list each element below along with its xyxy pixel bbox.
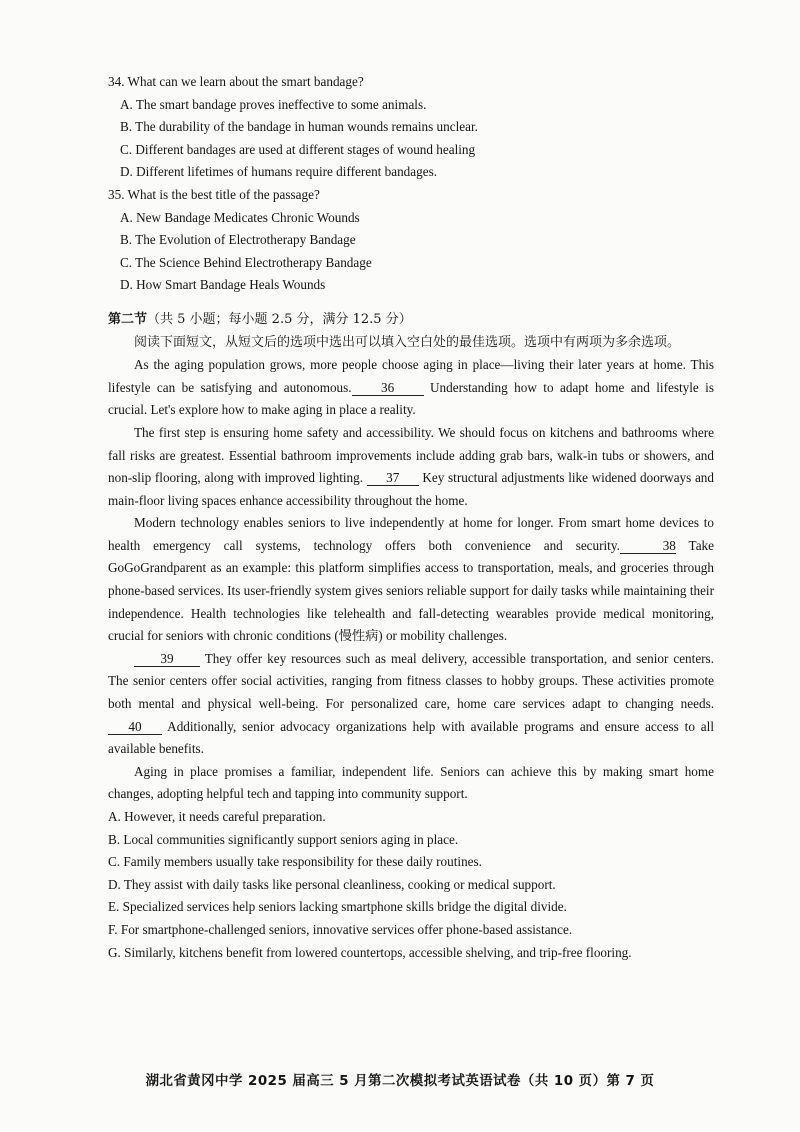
choice-f: F. For smartphone-challenged seniors, innovative services offer phone-based assistance.: [108, 921, 573, 937]
choice-c: C. Family members usually take responsibility for these daily routines.: [108, 854, 482, 870]
passage-p1-text-b: Understanding how to adapt home and lifestyle is crucial. Let's explore how to make aging in place a reality.: [108, 379, 714, 418]
question-34: [108, 71, 714, 184]
blank-36: 36: [352, 380, 424, 396]
choice-g: G. Similarly, kitchens benefit from lowered countertops, accessible shelving, and trip-free flooring.: [108, 944, 632, 960]
passage-p2-text-b: Key structural adjustments like widened doorways and main-floor living spaces enhance accessibility throughout the home.: [108, 470, 714, 508]
question-34-option-a: A. The smart bandage proves ineffective to some animals.: [120, 96, 427, 112]
section-title: 第二节: [108, 311, 148, 327]
section-scoring: （共 5 小题；每小题 2.5 分，满分 12.5 分）: [147, 311, 412, 327]
passage-p4-text-a: They offer key resources such as meal delivery, accessible transportation, and senior centers. The senior centers offer social activities, ranging from fitness classes to hobby groups. These activities promote both mental and physical well-being. For personalized care, home care services adapt to changing needs.: [108, 650, 714, 712]
choice-d: D. They assist with daily tasks like personal cleanliness, cooking or medical support.: [108, 876, 556, 892]
section-heading: [108, 309, 714, 332]
choice-a: A. However, it needs careful preparation.: [108, 809, 326, 824]
passage-paragraph-2: [108, 422, 714, 512]
passage-p1-text-a: As the aging population grows, more people choose aging in place—living their later years at home. This lifestyle can be satisfying and autonomous.: [108, 357, 714, 395]
question-35-stem: 35. What is the best title of the passage?: [108, 186, 320, 202]
question-34-option-b: B. The durability of the bandage in human wounds remains unclear.: [120, 119, 478, 135]
blank-40: 40: [108, 719, 162, 735]
page-footer: 湖北省黄冈中学 2025 届高三 5 月第二次模拟考试英语试卷（共 10 页）第 7 页: [145, 1074, 655, 1089]
question-35-option-a: A. New Bandage Medicates Chronic Wounds: [120, 209, 360, 225]
question-34-stem: 34. What can we learn about the smart bandage?: [108, 74, 364, 89]
question-34-option-c: C. Different bandages are used at different stages of wound healing: [120, 141, 476, 157]
question-34-option-d: D. Different lifetimes of humans require different bandages.: [120, 164, 438, 180]
question-35: [108, 184, 714, 297]
choice-e: E. Specialized services help seniors lacking smartphone skills bridge the digital divide.: [108, 899, 567, 915]
answer-choices: [108, 806, 714, 964]
passage-paragraph-3: [108, 512, 714, 648]
passage-p3-text-a: Modern technology enables seniors to live independently at home for longer. From smart home devices to health emergency call systems, technology offers both convenience and security.: [108, 515, 714, 553]
blank-37: 37: [367, 470, 419, 486]
passage-paragraph-1: [108, 354, 714, 422]
question-35-option-c: C. The Science Behind Electrotherapy Bandage: [120, 254, 372, 270]
passage-paragraph-5: Aging in place promises a familiar, independent life. Seniors can achieve this by making smart home changes, adopting helpful tech and tapping into community support.: [108, 763, 714, 802]
blank-38: 38: [620, 538, 676, 554]
blank-39: 39: [134, 651, 200, 667]
section-instruction: 阅读下面短文，从短文后的选项中选出可以填入空白处的最佳选项。选项中有两项为多余选项。: [134, 334, 681, 350]
passage-p4-text-b: Additionally, senior advocacy organizations help with available programs and ensure access to all available benefits.: [108, 718, 714, 757]
question-35-option-d: D. How Smart Bandage Heals Wounds: [120, 277, 326, 293]
question-35-option-b: B. The Evolution of Electrotherapy Bandage: [120, 232, 356, 248]
passage-p2-text-a: The first step is ensuring home safety and accessibility. We should focus on kitchens and bathrooms where fall risks are greatest. Essential bathroom improvements include adding grab bars, walk-in tubs or showers, and non-slip flooring, along with improved lighting.: [108, 424, 714, 486]
passage-p3-text-b: Take GoGoGrandparent as an example: this platform simplifies access to transportation, meals, and groceries through phone-based services. Its user-friendly system gives seniors reliable support for daily tasks while maintaining their independence. Health technologies like telehealth and fall-detecting wearables provide medical monitoring, crucial for seniors with chronic conditions (慢性病) or mobility challenges.: [108, 537, 714, 644]
choice-b: B. Local communities significantly support seniors aging in place.: [108, 831, 459, 847]
exam-page: [108, 71, 714, 964]
passage-paragraph-4: [108, 648, 714, 761]
